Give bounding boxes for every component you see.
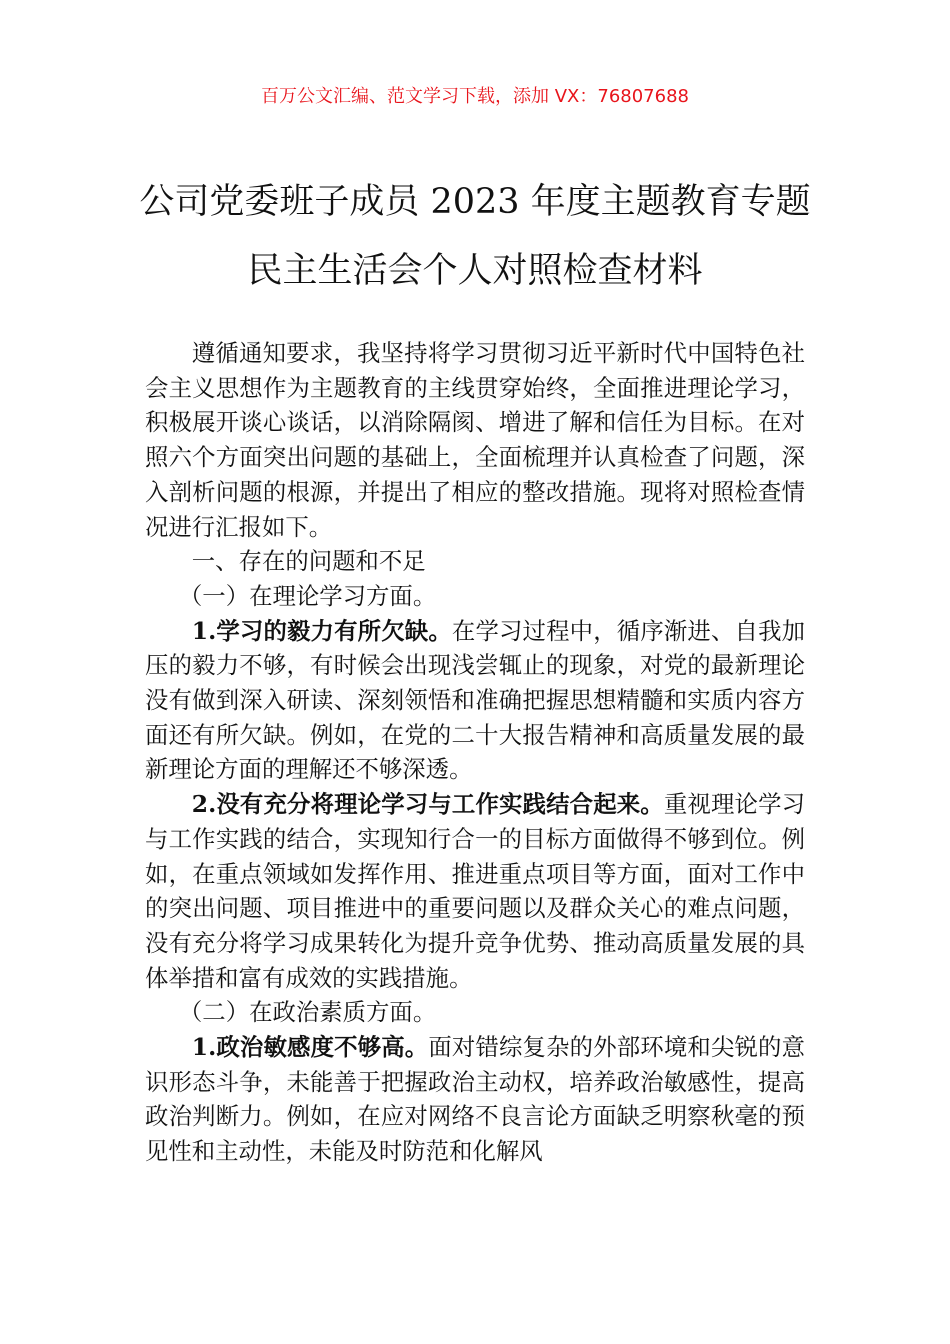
item-text: 重视理论学习与工作实践的结合，实现知行合一的目标方面做得不够到位。例如，在重点领域如发挥作用、推进重点项目等方面，面对工作中的突出问题、项目推进中的重要问题以及群众关心的难点问题，没有充分将学习成果转化为提升竞争优势、推动高质量发展的具体举措和富有成效的实践措施。: [145, 790, 806, 992]
item-lead: 没有充分将理论学习与工作实践结合起来。: [216, 790, 664, 819]
document-title-line-1: 公司党委班子成员 2023 年度主题教育专题: [139, 182, 811, 222]
item-lead: 学习的毅力有所欠缺。: [216, 616, 452, 645]
item-number: 1.: [191, 616, 217, 645]
item-paragraph-politics-1: [145, 1030, 805, 1169]
document-body: [145, 336, 805, 1169]
document-title-line-2: 民主生活会个人对照检查材料: [247, 251, 703, 291]
item-number: 1.: [191, 1033, 217, 1062]
intro-paragraph: 遵循通知要求，我坚持将学习贯彻习近平新时代中国特色社会主义思想作为主题教育的主线贯穿始终，全面推进理论学习，积极展开谈心谈话，以消除隔阂、增进了解和信任为目标。在对照六个方面突出问题的基础上，全面梳理并认真检查了问题，深入剖析问题的根源，并提出了相应的整改措施。现将对照检查情况进行汇报如下。: [145, 339, 805, 541]
section-heading-1: 一、存在的问题和不足: [191, 547, 426, 576]
subsection-heading-theory: （一）在理论学习方面。: [178, 581, 437, 610]
item-text: 面对错综复杂的外部环境和尖锐的意识形态斗争，未能善于把握政治主动权，培养政治敏感性，提高政治判断力。例如，在应对网络不良言论方面缺乏明察秋毫的预见性和主动性，未能及时防范和化解风: [145, 1033, 806, 1166]
item-text: 在学习过程中，循序渐进、自我加压的毅力不够，有时候会出现浅尝辄止的现象，对党的最新理论没有做到深入研读、深刻领悟和准确把握思想精髓和实质内容方面还有所欠缺。例如，在党的二十大报告精神和高质量发展的最新理论方面的理解还不够深透。: [145, 616, 806, 784]
item-number: 2.: [191, 790, 217, 819]
promo-header-note: [0, 84, 950, 110]
item-paragraph-theory-1: [145, 614, 805, 788]
subsection-heading-politics: （二）在政治素质方面。: [178, 998, 437, 1027]
item-paragraph-theory-2: [145, 787, 805, 995]
promo-header-text: 百万公文汇编、范文学习下载，添加 VX：76807688: [261, 86, 689, 107]
item-lead: 政治敏感度不够高。: [216, 1033, 429, 1062]
